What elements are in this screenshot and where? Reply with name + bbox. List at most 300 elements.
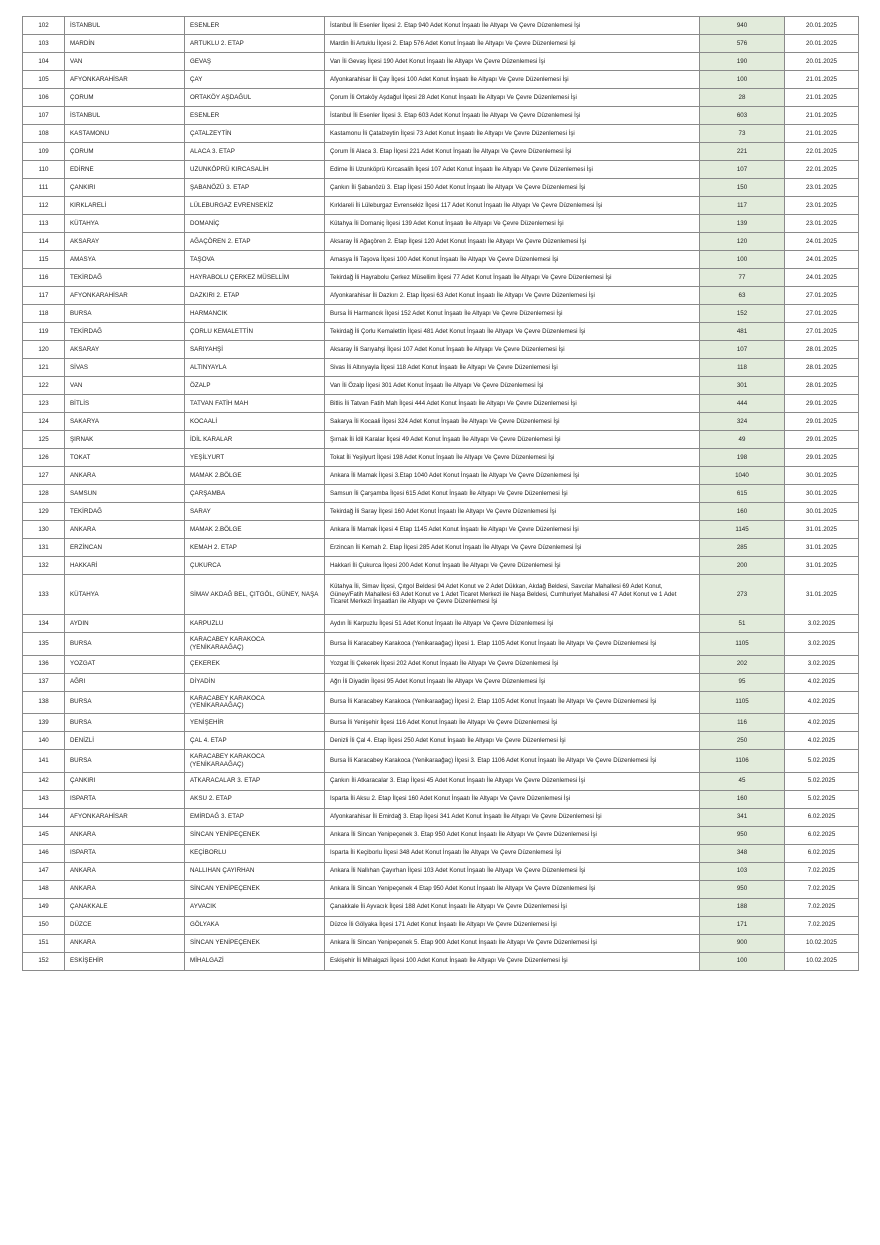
unit-count-cell: 200 [700, 557, 785, 575]
table-row [23, 916, 859, 934]
description-cell: Tekirdağ İli Saray İlçesi 160 Adet Konut İnşaatı İle Altyapı Ve Çevre Düzenlemesi İşi [325, 503, 700, 521]
unit-count-cell: 950 [700, 826, 785, 844]
unit-count-cell: 73 [700, 125, 785, 143]
table-row [23, 808, 859, 826]
table-row [23, 323, 859, 341]
unit-count-cell: 160 [700, 503, 785, 521]
description-cell: Erzincan İli Kemah 2. Etap İlçesi 285 Adet Konut İnşaatı İle Altyapı Ve Çevre Düzenlemesi İşi [325, 539, 700, 557]
row-number-cell: 149 [23, 898, 65, 916]
table-row [23, 673, 859, 691]
date-cell: 5.02.2025 [785, 750, 859, 773]
description-cell: Düzce İli Gölyaka İlçesi 171 Adet Konut İnşaatı İle Altyapı Ve Çevre Düzenlemesi İşi [325, 916, 700, 934]
description-cell: Bursa İli Karacabey Karakoca (Yenikaraağaç) İlçesi 3. Etap 1106 Adet Konut İnşaatı İle Altyapı Ve Çevre Düzenlemesi İşi [325, 750, 700, 773]
table-row [23, 557, 859, 575]
unit-count-cell: 45 [700, 772, 785, 790]
date-cell: 6.02.2025 [785, 844, 859, 862]
row-number-cell: 133 [23, 575, 65, 615]
table-row [23, 880, 859, 898]
date-cell: 5.02.2025 [785, 790, 859, 808]
district-cell: SARIYAHŞİ [185, 341, 325, 359]
date-cell: 7.02.2025 [785, 898, 859, 916]
table-row [23, 71, 859, 89]
date-cell: 28.01.2025 [785, 359, 859, 377]
unit-count-cell: 198 [700, 449, 785, 467]
province-cell: KASTAMONU [65, 125, 185, 143]
district-cell: UZUNKÖPRÜ KIRCASALİH [185, 161, 325, 179]
district-cell: AKSU 2. ETAP [185, 790, 325, 808]
table-row [23, 772, 859, 790]
district-cell: DOMANİÇ [185, 215, 325, 233]
province-cell: AYDIN [65, 615, 185, 633]
date-cell: 30.01.2025 [785, 503, 859, 521]
description-cell: Şırnak İli İdil Karalar İlçesi 49 Adet Konut İnşaatı İle Altyapı Ve Çevre Düzenlemesi İşi [325, 431, 700, 449]
unit-count-cell: 324 [700, 413, 785, 431]
description-cell: Bursa İli Karacabey Karakoca (Yenikaraağaç) İlçesi 2. Etap 1105 Adet Konut İnşaatı İle Altyapı Ve Çevre Düzenlemesi İşi [325, 691, 700, 714]
district-cell: HAYRABOLU ÇERKEZ MÜSELLİM [185, 269, 325, 287]
row-number-cell: 146 [23, 844, 65, 862]
unit-count-cell: 444 [700, 395, 785, 413]
date-cell: 31.01.2025 [785, 557, 859, 575]
unit-count-cell: 49 [700, 431, 785, 449]
unit-count-cell: 120 [700, 233, 785, 251]
row-number-cell: 127 [23, 467, 65, 485]
unit-count-cell: 481 [700, 323, 785, 341]
unit-count-cell: 348 [700, 844, 785, 862]
date-cell: 4.02.2025 [785, 691, 859, 714]
district-cell: SİMAV AKDAĞ BEL, ÇITGÖL, GÜNEY, NAŞA [185, 575, 325, 615]
description-cell: Aydın İli Karpuzlu İlçesi 51 Adet Konut İnşaatı İle Altyapı Ve Çevre Düzenlemesi İşi [325, 615, 700, 633]
date-cell: 10.02.2025 [785, 952, 859, 970]
unit-count-cell: 1106 [700, 750, 785, 773]
table-row [23, 714, 859, 732]
description-cell: Bursa İli Yenişehir İlçesi 116 Adet Konut İnşaatı İle Altyapı Ve Çevre Düzenlemesi İşi [325, 714, 700, 732]
unit-count-cell: 1040 [700, 467, 785, 485]
description-cell: Afyonkarahisar İli Dazkırı 2. Etap İlçesi 63 Adet Konut İnşaatı İle Altyapı Ve Çevre Düzenlemesi İşi [325, 287, 700, 305]
province-cell: SİVAS [65, 359, 185, 377]
description-cell: Ankara İli Mamak İlçesi 4 Etap 1145 Adet Konut İnşaatı İle Altyapı Ve Çevre Düzenlemesi İşi [325, 521, 700, 539]
description-cell: Çankırı İli Atkaracalar 3. Etap İlçesi 45 Adet Konut İnşaatı İle Altyapı Ve Çevre Düzenlemesi İşi [325, 772, 700, 790]
row-number-cell: 147 [23, 862, 65, 880]
row-number-cell: 123 [23, 395, 65, 413]
row-number-cell: 148 [23, 880, 65, 898]
description-cell: Ankara İli Sincan Yenipeçenek 4 Etap 950 Adet Konut İnşaatı İle Altyapı Ve Çevre Düzenlemesi İşi [325, 880, 700, 898]
province-cell: ÇANAKKALE [65, 898, 185, 916]
unit-count-cell: 152 [700, 305, 785, 323]
unit-count-cell: 250 [700, 732, 785, 750]
province-cell: ÇANKIRI [65, 772, 185, 790]
description-cell: Aksaray İli Ağaçören 2. Etap İlçesi 120 Adet Konut İnşaatı İle Altyapı Ve Çevre Düzenlemesi İşi [325, 233, 700, 251]
row-number-cell: 106 [23, 89, 65, 107]
date-cell: 22.01.2025 [785, 161, 859, 179]
district-cell: ŞABANÖZÜ 3. ETAP [185, 179, 325, 197]
unit-count-cell: 940 [700, 17, 785, 35]
table-row [23, 467, 859, 485]
unit-count-cell: 103 [700, 862, 785, 880]
table-row [23, 575, 859, 615]
unit-count-cell: 221 [700, 143, 785, 161]
table-row [23, 934, 859, 952]
row-number-cell: 130 [23, 521, 65, 539]
date-cell: 29.01.2025 [785, 449, 859, 467]
unit-count-cell: 900 [700, 934, 785, 952]
date-cell: 7.02.2025 [785, 862, 859, 880]
table-row [23, 413, 859, 431]
description-cell: Bursa İli Harmancık İlçesi 152 Adet Konut İnşaatı İle Altyapı Ve Çevre Düzenlemesi İşi [325, 305, 700, 323]
unit-count-cell: 603 [700, 107, 785, 125]
unit-count-cell: 202 [700, 655, 785, 673]
description-cell: Kastamonu İli Çatalzeytin İlçesi 73 Adet Konut İnşaatı İle Altyapı Ve Çevre Düzenlemesi İşi [325, 125, 700, 143]
unit-count-cell: 100 [700, 71, 785, 89]
table-row [23, 485, 859, 503]
province-cell: ÇORUM [65, 143, 185, 161]
table-row [23, 233, 859, 251]
row-number-cell: 114 [23, 233, 65, 251]
district-cell: TAŞOVA [185, 251, 325, 269]
table-row [23, 691, 859, 714]
row-number-cell: 121 [23, 359, 65, 377]
unit-count-cell: 950 [700, 880, 785, 898]
description-cell: Ankara İli Sincan Yenipeçenek 5. Etap 900 Adet Konut İnşaatı İle Altyapı Ve Çevre Düzenlemesi İşi [325, 934, 700, 952]
description-cell: İstanbul İli Esenler İlçesi 2. Etap 940 Adet Konut İnşaatı İle Altyapı Ve Çevre Düzenlemesi İşi [325, 17, 700, 35]
unit-count-cell: 95 [700, 673, 785, 691]
unit-count-cell: 160 [700, 790, 785, 808]
description-cell: Ağrı İli Diyadin İlçesi 95 Adet Konut İnşaatı İle Altyapı Ve Çevre Düzenlemesi İşi [325, 673, 700, 691]
table-row [23, 539, 859, 557]
row-number-cell: 102 [23, 17, 65, 35]
district-cell: KOCAALİ [185, 413, 325, 431]
province-cell: İSTANBUL [65, 17, 185, 35]
province-cell: AKSARAY [65, 341, 185, 359]
district-cell: ESENLER [185, 17, 325, 35]
project-listing-table [22, 16, 859, 971]
district-cell: DİYADİN [185, 673, 325, 691]
district-cell: ORTAKÖY AŞDAĞUL [185, 89, 325, 107]
row-number-cell: 135 [23, 633, 65, 656]
district-cell: ÇATALZEYTİN [185, 125, 325, 143]
district-cell: ÇAL 4. ETAP [185, 732, 325, 750]
province-cell: ANKARA [65, 880, 185, 898]
description-cell: Afyonkarahisar İli Emirdağ 3. Etap İlçesi 341 Adet Konut İnşaatı İle Altyapı Ve Çevre Düzenlemesi İşi [325, 808, 700, 826]
date-cell: 20.01.2025 [785, 35, 859, 53]
table-row [23, 750, 859, 773]
row-number-cell: 132 [23, 557, 65, 575]
table-row [23, 862, 859, 880]
date-cell: 7.02.2025 [785, 880, 859, 898]
unit-count-cell: 273 [700, 575, 785, 615]
province-cell: BURSA [65, 305, 185, 323]
date-cell: 27.01.2025 [785, 287, 859, 305]
date-cell: 6.02.2025 [785, 808, 859, 826]
table-row [23, 844, 859, 862]
date-cell: 21.01.2025 [785, 71, 859, 89]
unit-count-cell: 100 [700, 952, 785, 970]
unit-count-cell: 301 [700, 377, 785, 395]
unit-count-cell: 77 [700, 269, 785, 287]
unit-count-cell: 1145 [700, 521, 785, 539]
district-cell: MAMAK 2.BÖLGE [185, 521, 325, 539]
unit-count-cell: 285 [700, 539, 785, 557]
date-cell: 29.01.2025 [785, 395, 859, 413]
province-cell: İSTANBUL [65, 107, 185, 125]
row-number-cell: 112 [23, 197, 65, 215]
description-cell: Çorum İli Ortaköy Aşdağul İlçesi 28 Adet Konut İnşaatı İle Altyapı Ve Çevre Düzenlemesi İşi [325, 89, 700, 107]
district-cell: NALLIHAN ÇAYIRHAN [185, 862, 325, 880]
district-cell: AĞAÇÖREN 2. ETAP [185, 233, 325, 251]
table-row [23, 790, 859, 808]
table-row [23, 341, 859, 359]
description-cell: Denizli İli Çal 4. Etap İlçesi 250 Adet Konut İnşaatı İle Altyapı Ve Çevre Düzenlemesi İşi [325, 732, 700, 750]
district-cell: ÖZALP [185, 377, 325, 395]
unit-count-cell: 171 [700, 916, 785, 934]
date-cell: 21.01.2025 [785, 89, 859, 107]
row-number-cell: 129 [23, 503, 65, 521]
description-cell: Tokat İli Yeşilyurt İlçesi 198 Adet Konut İnşaatı İle Altyapı Ve Çevre Düzenlemesi İşi [325, 449, 700, 467]
province-cell: BURSA [65, 750, 185, 773]
table-row [23, 107, 859, 125]
date-cell: 24.01.2025 [785, 269, 859, 287]
row-number-cell: 118 [23, 305, 65, 323]
unit-count-cell: 1105 [700, 633, 785, 656]
description-cell: Ankara İli Sincan Yenipeçenek 3. Etap 950 Adet Konut İnşaatı İle Altyapı Ve Çevre Düzenlemesi İşi [325, 826, 700, 844]
description-cell: Ankara İli Mamak İlçesi 3.Etap 1040 Adet Konut İnşaatı İle Altyapı Ve Çevre Düzenlemesi İşi [325, 467, 700, 485]
table-row [23, 898, 859, 916]
unit-count-cell: 63 [700, 287, 785, 305]
table-row [23, 395, 859, 413]
province-cell: DENİZLİ [65, 732, 185, 750]
unit-count-cell: 28 [700, 89, 785, 107]
description-cell: Sakarya İli Kocaali İlçesi 324 Adet Konut İnşaatı İle Altyapı Ve Çevre Düzenlemesi İşi [325, 413, 700, 431]
row-number-cell: 110 [23, 161, 65, 179]
unit-count-cell: 107 [700, 161, 785, 179]
province-cell: ANKARA [65, 862, 185, 880]
province-cell: ŞIRNAK [65, 431, 185, 449]
date-cell: 20.01.2025 [785, 53, 859, 71]
table-row [23, 521, 859, 539]
row-number-cell: 152 [23, 952, 65, 970]
table-row [23, 215, 859, 233]
province-cell: TEKİRDAĞ [65, 503, 185, 521]
district-cell: GEVAŞ [185, 53, 325, 71]
province-cell: SAKARYA [65, 413, 185, 431]
row-number-cell: 126 [23, 449, 65, 467]
district-cell: SİNCAN YENİPEÇENEK [185, 934, 325, 952]
table-row [23, 503, 859, 521]
row-number-cell: 103 [23, 35, 65, 53]
province-cell: VAN [65, 377, 185, 395]
row-number-cell: 104 [23, 53, 65, 71]
table-row [23, 269, 859, 287]
date-cell: 29.01.2025 [785, 431, 859, 449]
row-number-cell: 111 [23, 179, 65, 197]
district-cell: YENİŞEHİR [185, 714, 325, 732]
date-cell: 24.01.2025 [785, 233, 859, 251]
district-cell: ESENLER [185, 107, 325, 125]
date-cell: 31.01.2025 [785, 521, 859, 539]
district-cell: AYVACIK [185, 898, 325, 916]
row-number-cell: 142 [23, 772, 65, 790]
unit-count-cell: 139 [700, 215, 785, 233]
table-row [23, 143, 859, 161]
unit-count-cell: 188 [700, 898, 785, 916]
province-cell: EDİRNE [65, 161, 185, 179]
table-row [23, 633, 859, 656]
district-cell: TATVAN FATİH MAH [185, 395, 325, 413]
district-cell: ARTUKLU 2. ETAP [185, 35, 325, 53]
description-cell: Tekirdağ İli Çorlu Kemalettin İlçesi 481 Adet Konut İnşaatı İle Altyapı Ve Çevre Düzenlemesi İşi [325, 323, 700, 341]
description-cell: Samsun İli Çarşamba İlçesi 615 Adet Konut İnşaatı İle Altyapı Ve Çevre Düzenlemesi İşi [325, 485, 700, 503]
row-number-cell: 150 [23, 916, 65, 934]
district-cell: EMİRDAĞ 3. ETAP [185, 808, 325, 826]
date-cell: 3.02.2025 [785, 633, 859, 656]
district-cell: DAZKIRI 2. ETAP [185, 287, 325, 305]
description-cell: Bursa İli Karacabey Karakoca (Yenikaraağaç) İlçesi 1. Etap 1105 Adet Konut İnşaatı İle Altyapı Ve Çevre Düzenlemesi İşi [325, 633, 700, 656]
description-cell: Sivas İli Altınyayla İlçesi 118 Adet Konut İnşaatı İle Altyapı Ve Çevre Düzenlemesi İşi [325, 359, 700, 377]
row-number-cell: 137 [23, 673, 65, 691]
province-cell: ERZİNCAN [65, 539, 185, 557]
row-number-cell: 145 [23, 826, 65, 844]
province-cell: HAKKARİ [65, 557, 185, 575]
description-cell: Van İli Gevaş İlçesi 190 Adet Konut İnşaatı İle Altyapı Ve Çevre Düzenlemesi İşi [325, 53, 700, 71]
description-cell: Çankırı İli Şabanözü 3. Etap İlçesi 150 Adet Konut İnşaatı İle Altyapı Ve Çevre Düzenlemesi İşi [325, 179, 700, 197]
district-cell: KARACABEY KARAKOCA (YENİKARAAĞAÇ) [185, 633, 325, 656]
table-row [23, 161, 859, 179]
table-row [23, 125, 859, 143]
unit-count-cell: 150 [700, 179, 785, 197]
district-cell: MİHALGAZİ [185, 952, 325, 970]
date-cell: 28.01.2025 [785, 341, 859, 359]
district-cell: ATKARACALAR 3. ETAP [185, 772, 325, 790]
province-cell: KÜTAHYA [65, 215, 185, 233]
table-row [23, 655, 859, 673]
district-cell: MAMAK 2.BÖLGE [185, 467, 325, 485]
description-cell: Kütahya İli Domaniç İlçesi 139 Adet Konut İnşaatı İle Altyapı Ve Çevre Düzenlemesi İşi [325, 215, 700, 233]
table-row [23, 197, 859, 215]
unit-count-cell: 116 [700, 714, 785, 732]
province-cell: MARDİN [65, 35, 185, 53]
table-row [23, 431, 859, 449]
row-number-cell: 138 [23, 691, 65, 714]
district-cell: ALTINYAYLA [185, 359, 325, 377]
date-cell: 30.01.2025 [785, 467, 859, 485]
district-cell: SARAY [185, 503, 325, 521]
table-row [23, 287, 859, 305]
date-cell: 22.01.2025 [785, 143, 859, 161]
district-cell: YEŞİLYURT [185, 449, 325, 467]
table-row [23, 89, 859, 107]
district-cell: KEMAH 2. ETAP [185, 539, 325, 557]
description-cell: Isparta İli Keçiborlu İlçesi 348 Adet Konut İnşaatı İle Altyapı Ve Çevre Düzenlemesi İşi [325, 844, 700, 862]
district-cell: ÇEKEREK [185, 655, 325, 673]
province-cell: AKSARAY [65, 233, 185, 251]
date-cell: 3.02.2025 [785, 655, 859, 673]
row-number-cell: 116 [23, 269, 65, 287]
row-number-cell: 119 [23, 323, 65, 341]
province-cell: AĞRI [65, 673, 185, 691]
province-cell: AFYONKARAHİSAR [65, 287, 185, 305]
district-cell: ÇARŞAMBA [185, 485, 325, 503]
date-cell: 23.01.2025 [785, 197, 859, 215]
province-cell: KÜTAHYA [65, 575, 185, 615]
description-cell: Van İli Özalp İlçesi 301 Adet Konut İnşaatı İle Altyapı Ve Çevre Düzenlemesi İşi [325, 377, 700, 395]
row-number-cell: 143 [23, 790, 65, 808]
unit-count-cell: 576 [700, 35, 785, 53]
table-row [23, 826, 859, 844]
province-cell: TEKİRDAĞ [65, 269, 185, 287]
table-row [23, 615, 859, 633]
province-cell: ANKARA [65, 826, 185, 844]
row-number-cell: 105 [23, 71, 65, 89]
district-cell: ÇAY [185, 71, 325, 89]
district-cell: KARACABEY KARAKOCA (YENİKARAAĞAÇ) [185, 691, 325, 714]
district-cell: KARACABEY KARAKOCA (YENİKARAAĞAÇ) [185, 750, 325, 773]
unit-count-cell: 341 [700, 808, 785, 826]
table-row [23, 377, 859, 395]
date-cell: 7.02.2025 [785, 916, 859, 934]
district-cell: KARPUZLU [185, 615, 325, 633]
row-number-cell: 109 [23, 143, 65, 161]
province-cell: ANKARA [65, 467, 185, 485]
unit-count-cell: 1105 [700, 691, 785, 714]
province-cell: AFYONKARAHİSAR [65, 808, 185, 826]
date-cell: 20.01.2025 [785, 17, 859, 35]
date-cell: 28.01.2025 [785, 377, 859, 395]
province-cell: BURSA [65, 691, 185, 714]
date-cell: 24.01.2025 [785, 251, 859, 269]
unit-count-cell: 100 [700, 251, 785, 269]
province-cell: VAN [65, 53, 185, 71]
province-cell: ANKARA [65, 521, 185, 539]
date-cell: 21.01.2025 [785, 125, 859, 143]
district-cell: KEÇİBORLU [185, 844, 325, 862]
table-row [23, 449, 859, 467]
description-cell: Yozgat İli Çekerek İlçesi 202 Adet Konut İnşaatı İle Altyapı Ve Çevre Düzenlemesi İşi [325, 655, 700, 673]
date-cell: 29.01.2025 [785, 413, 859, 431]
province-cell: ÇANKIRI [65, 179, 185, 197]
unit-count-cell: 190 [700, 53, 785, 71]
row-number-cell: 122 [23, 377, 65, 395]
unit-count-cell: 118 [700, 359, 785, 377]
date-cell: 23.01.2025 [785, 215, 859, 233]
description-cell: Eskişehir İli Mihalgazi İlçesi 100 Adet Konut İnşaatı İle Altyapı Ve Çevre Düzenlemesi İşi [325, 952, 700, 970]
description-cell: Edirne İli Uzunköprü Kırcasalih İlçesi 107 Adet Konut İnşaatı İle Altyapı Ve Çevre Düzenlemesi İşi [325, 161, 700, 179]
district-cell: ÇORLU KEMALETTİN [185, 323, 325, 341]
province-cell: BURSA [65, 633, 185, 656]
district-cell: HARMANCIK [185, 305, 325, 323]
province-cell: ANKARA [65, 934, 185, 952]
row-number-cell: 140 [23, 732, 65, 750]
province-cell: SAMSUN [65, 485, 185, 503]
table-row [23, 305, 859, 323]
table-row [23, 35, 859, 53]
province-cell: AMASYA [65, 251, 185, 269]
date-cell: 3.02.2025 [785, 615, 859, 633]
province-cell: BİTLİS [65, 395, 185, 413]
district-cell: LÜLEBURGAZ EVRENSEKİZ [185, 197, 325, 215]
province-cell: TOKAT [65, 449, 185, 467]
date-cell: 4.02.2025 [785, 732, 859, 750]
row-number-cell: 125 [23, 431, 65, 449]
district-cell: ALACA 3. ETAP [185, 143, 325, 161]
province-cell: TEKİRDAĞ [65, 323, 185, 341]
description-cell: Kırklareli İli Lüleburgaz Evrensekiz İlçesi 117 Adet Konut İnşaatı İle Altyapı Ve Çevre Düzenlemesi İşi [325, 197, 700, 215]
row-number-cell: 117 [23, 287, 65, 305]
row-number-cell: 108 [23, 125, 65, 143]
district-cell: ÇUKURCA [185, 557, 325, 575]
district-cell: GÖLYAKA [185, 916, 325, 934]
table-row [23, 251, 859, 269]
description-cell: Mardin İli Artuklu İlçesi 2. Etap 576 Adet Konut İnşaatı İle Altyapı Ve Çevre Düzenlemesi İşi [325, 35, 700, 53]
description-cell: Afyonkarahisar İli Çay İlçesi 100 Adet Konut İnşaatı İle Altyapı Ve Çevre Düzenlemesi İşi [325, 71, 700, 89]
